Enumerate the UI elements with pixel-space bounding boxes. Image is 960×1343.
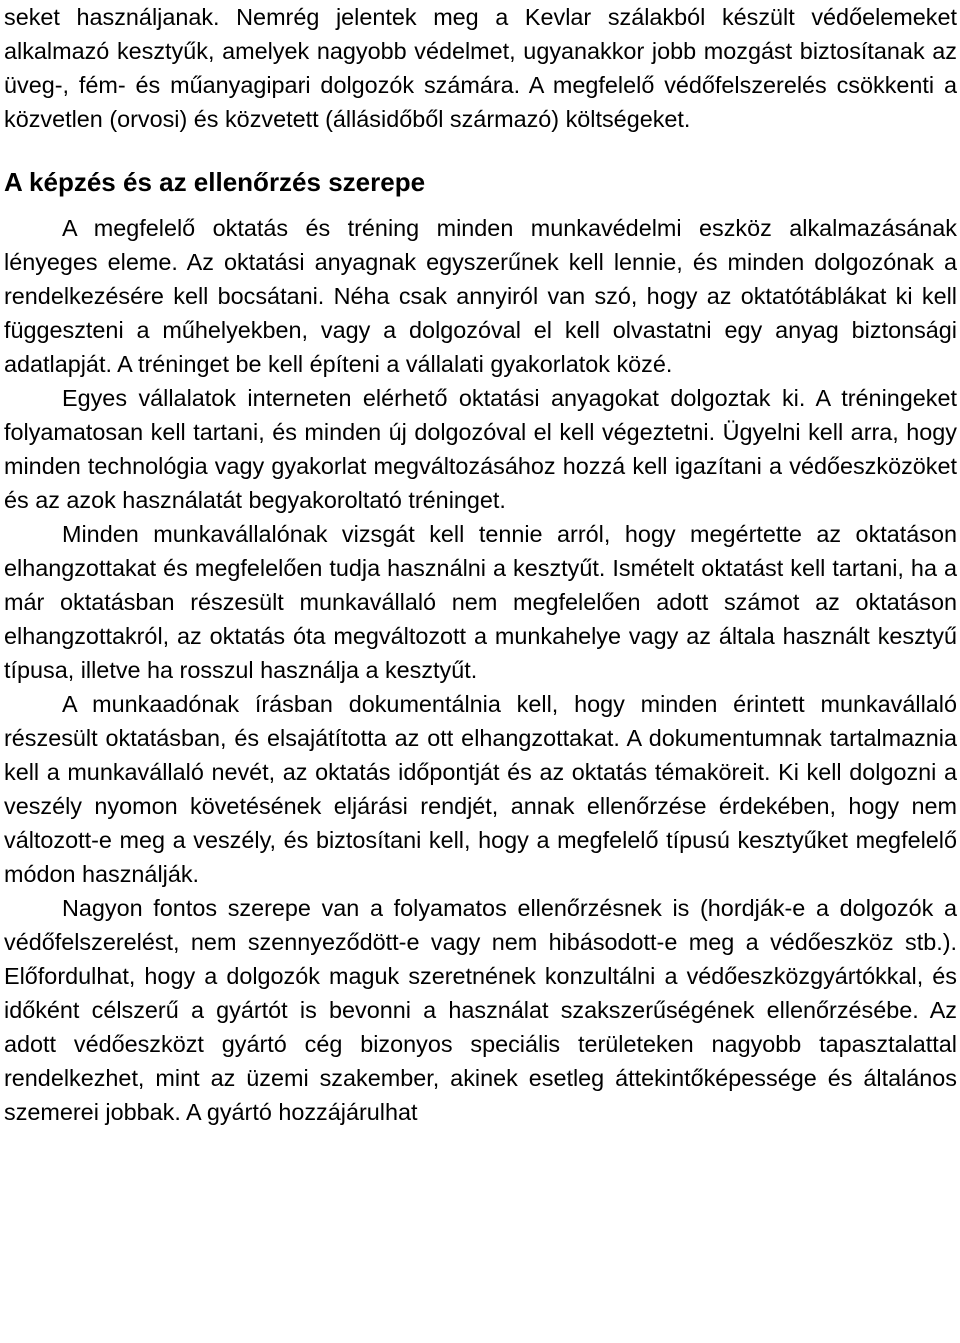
section-heading: A képzés és az ellenőrzés szerepe xyxy=(4,167,426,197)
intro-paragraph: seket használjanak. Nemrég jelentek meg a Kevlar szálakból készült védőelemeket alkalmazó kesztyűk, amelyek nagyobb védelmet, ugyanakkor jobb mozgást biztosítanak az üveg-, fém- és műanyagipari dolgozók számára. A megfelelő védőfelszerelés csökkenti a közvetlen (orvosi) és közvetett (állásidőből származó) költségeket. xyxy=(4,4,957,132)
document-page xyxy=(4,0,957,1129)
body-paragraph-online-materials: Egyes vállalatok interneten elérhető oktatási anyagokat dolgoztak ki. A tréningeket folyamatosan kell tartani, és minden új dolgozóval el kell végeztetni. Ügyelni kell arra, hogy minden technológia vagy gyakorlat megváltozásához hozzá kell igazítani a védőeszközöket és az azok használatát begyakoroltató tréninget. xyxy=(4,385,957,513)
body-paragraph-training: A megfelelő oktatás és tréning minden munkavédelmi eszköz alkalmazásának lényeges eleme. Az oktatási anyagnak egyszerűnek kell lennie, és minden dolgozónak a rendelkezésére kell bocsátani. Néha csak annyiról van szó, hogy az oktatótáblákat ki kell függeszteni a műhelyekben, vagy a dolgozóval el kell olvastatni egy anyag biztonsági adatlapját. A tréninget be kell építeni a vállalati gyakorlatok közé. xyxy=(4,215,957,377)
body-paragraph-exam: Minden munkavállalónak vizsgát kell tennie arról, hogy megértette az oktatáson elhangzottakat és megfelelően tudja használni a kesztyűt. Ismételt oktatást kell tartani, ha a már oktatásban részesült munkavállaló nem megfelelően adott számot az oktatáson elhangzottakról, az oktatás óta megváltozott a munkahelye vagy az általa használt kesztyű típusa, illetve ha rosszul használja a kesztyűt. xyxy=(4,521,957,683)
body-paragraph-monitoring: Nagyon fontos szerepe van a folyamatos ellenőrzésnek is (hordják-e a dolgozók a védőfelszerelést, nem szennyeződött-e vagy nem hibásodott-e meg a védőeszköz stb.). Előfordulhat, hogy a dolgozók maguk szeretnének konzultálni a védőeszközgyártókkal, és időként célszerű a gyártót is bevonni a használat szakszerűségének ellenőrzésébe. Az adott védőeszközt gyártó cég bizonyos speciális területeken nagyobb tapasztalattal rendelkezhet, mint az üzemi szakember, akinek esetleg áttekintőképessége és általános szemerei jobbak. A gyártó hozzájárulhat xyxy=(4,895,957,1125)
body-paragraph-documentation: A munkaadónak írásban dokumentálnia kell, hogy minden érintett munkavállaló részesült oktatásban, és elsajátította az ott elhangzottakat. A dokumentumnak tartalmaznia kell a munkavállaló nevét, az oktatás időpontját és az oktatás témaköreit. Ki kell dolgozni a veszély nyomon követésének eljárási rendjét, annak ellenőrzése érdekében, hogy nem változott-e meg a veszély, és biztosítani kell, hogy a megfelelő típusú kesztyűket megfelelő módon használják. xyxy=(4,691,957,887)
